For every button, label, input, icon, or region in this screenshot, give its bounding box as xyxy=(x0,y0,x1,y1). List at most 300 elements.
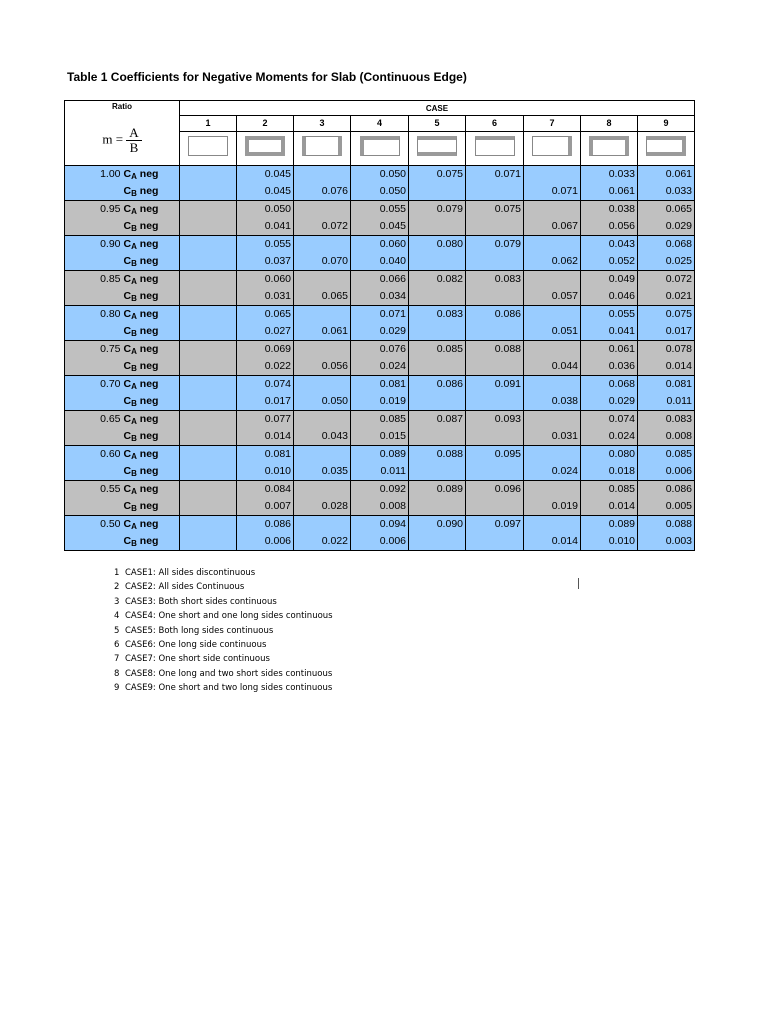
case-diagram-4 xyxy=(351,132,409,166)
table-row xyxy=(65,201,695,219)
coef-cell xyxy=(180,166,237,184)
coef-cell xyxy=(466,533,524,551)
coef-cell xyxy=(180,516,237,534)
coef-symbol: C xyxy=(123,325,132,337)
ratio-value: 0.75 xyxy=(65,341,122,359)
coef-subscript: A xyxy=(131,242,137,251)
coef-cell xyxy=(180,498,237,516)
legend-item xyxy=(114,681,333,695)
coef-cell xyxy=(294,481,351,499)
coef-cell: 0.024 xyxy=(524,463,581,481)
ratio-formula xyxy=(65,116,180,166)
coef-cell: 0.052 xyxy=(581,253,638,271)
coef-subscript: B xyxy=(131,469,137,478)
coef-cell: 0.055 xyxy=(351,201,409,219)
coef-cell: 0.094 xyxy=(351,516,409,534)
coef-cell xyxy=(180,358,237,376)
ca-label xyxy=(122,446,180,464)
coef-suffix: neg xyxy=(136,308,159,320)
coef-cell: 0.080 xyxy=(581,446,638,464)
case-legend xyxy=(114,566,333,696)
legend-text: CASE2: All sides Continuous xyxy=(125,582,245,593)
coef-cell xyxy=(524,236,581,254)
coef-symbol: C xyxy=(123,518,132,530)
cb-label xyxy=(122,393,180,411)
coef-cell: 0.086 xyxy=(466,306,524,324)
ca-label xyxy=(122,481,180,499)
coef-cell xyxy=(180,446,237,464)
coef-symbol: C xyxy=(123,273,132,285)
coef-cell: 0.010 xyxy=(237,463,294,481)
coef-cell: 0.088 xyxy=(409,446,466,464)
coef-symbol: C xyxy=(123,413,132,425)
coef-cell: 0.078 xyxy=(638,341,695,359)
coef-cell: 0.024 xyxy=(581,428,638,446)
coef-subscript: A xyxy=(131,382,137,391)
coef-cell xyxy=(524,166,581,184)
legend-text: CASE4: One short and one long sides continuous xyxy=(125,611,333,622)
coef-cell xyxy=(524,481,581,499)
coef-cell xyxy=(524,446,581,464)
coef-cell: 0.055 xyxy=(237,236,294,254)
legend-text: CASE5: Both long sides continuous xyxy=(125,625,274,636)
cb-label xyxy=(122,463,180,481)
legend-text: CASE6: One long side continuous xyxy=(125,640,267,651)
coef-symbol: C xyxy=(123,220,132,232)
coef-cell: 0.038 xyxy=(524,393,581,411)
coef-suffix: neg xyxy=(136,430,159,442)
legend-number: 9 xyxy=(114,683,120,694)
coef-cell: 0.050 xyxy=(294,393,351,411)
coef-symbol: C xyxy=(123,500,132,512)
coef-cell: 0.036 xyxy=(581,358,638,376)
ratio-value xyxy=(65,428,122,446)
coef-cell xyxy=(180,376,237,394)
coef-cell: 0.086 xyxy=(638,481,695,499)
coef-cell: 0.041 xyxy=(237,218,294,236)
case-number-9: 9 xyxy=(638,116,695,132)
coef-cell: 0.043 xyxy=(294,428,351,446)
ca-label xyxy=(122,341,180,359)
legend-text: CASE7: One short side continuous xyxy=(125,654,270,665)
slab-diagram-icon xyxy=(188,136,228,156)
coef-cell xyxy=(409,428,466,446)
coef-cell xyxy=(524,411,581,429)
coef-cell: 0.056 xyxy=(581,218,638,236)
coef-cell: 0.090 xyxy=(409,516,466,534)
coef-cell: 0.060 xyxy=(237,271,294,289)
coef-cell: 0.075 xyxy=(638,306,695,324)
ratio-value xyxy=(65,288,122,306)
coef-cell: 0.065 xyxy=(638,201,695,219)
coef-cell: 0.017 xyxy=(638,323,695,341)
coef-subscript: B xyxy=(131,539,137,548)
table-row xyxy=(65,271,695,289)
coef-cell xyxy=(294,201,351,219)
coef-cell: 0.097 xyxy=(466,516,524,534)
coef-cell xyxy=(524,516,581,534)
coef-cell: 0.065 xyxy=(294,288,351,306)
coef-cell: 0.007 xyxy=(237,498,294,516)
coef-cell: 0.065 xyxy=(237,306,294,324)
ratio-value xyxy=(65,393,122,411)
coef-suffix: neg xyxy=(136,448,159,460)
coef-cell: 0.089 xyxy=(351,446,409,464)
coef-cell: 0.003 xyxy=(638,533,695,551)
coef-subscript: B xyxy=(131,399,137,408)
coef-cell: 0.045 xyxy=(237,166,294,184)
cb-label xyxy=(122,288,180,306)
coef-cell: 0.015 xyxy=(351,428,409,446)
coef-subscript: B xyxy=(131,259,137,268)
slab-diagram-icon xyxy=(589,136,629,156)
coef-cell xyxy=(409,288,466,306)
coef-cell xyxy=(466,498,524,516)
coef-suffix: neg xyxy=(136,465,159,477)
coef-cell: 0.085 xyxy=(351,411,409,429)
slab-diagram-icon xyxy=(646,136,686,156)
coef-cell: 0.006 xyxy=(638,463,695,481)
case-diagram-3 xyxy=(294,132,351,166)
table-row xyxy=(65,288,695,306)
ratio-value: 0.55 xyxy=(65,481,122,499)
table-row xyxy=(65,323,695,341)
coef-cell xyxy=(294,446,351,464)
case-number-4: 4 xyxy=(351,116,409,132)
ca-label xyxy=(122,236,180,254)
ratio-value: 0.70 xyxy=(65,376,122,394)
slab-diagram-icon xyxy=(245,136,285,156)
legend-item xyxy=(114,667,333,681)
coef-cell xyxy=(524,201,581,219)
coef-cell xyxy=(180,306,237,324)
cb-label xyxy=(122,358,180,376)
case-diagram-7 xyxy=(524,132,581,166)
coef-cell xyxy=(524,306,581,324)
case-diagram-5 xyxy=(409,132,466,166)
coef-cell xyxy=(180,533,237,551)
coef-symbol: C xyxy=(123,430,132,442)
coef-cell: 0.081 xyxy=(237,446,294,464)
cb-label xyxy=(122,253,180,271)
coef-cell xyxy=(180,288,237,306)
coef-cell: 0.071 xyxy=(351,306,409,324)
coef-cell: 0.049 xyxy=(581,271,638,289)
table-row xyxy=(65,446,695,464)
coef-subscript: A xyxy=(131,522,137,531)
ratio-value xyxy=(65,358,122,376)
coef-cell: 0.006 xyxy=(351,533,409,551)
coef-suffix: neg xyxy=(136,238,159,250)
formula-lhs: m = xyxy=(102,131,124,147)
slab-diagram-icon xyxy=(302,136,342,156)
coef-cell: 0.091 xyxy=(466,376,524,394)
coef-cell xyxy=(524,376,581,394)
coef-cell: 0.086 xyxy=(237,516,294,534)
coef-cell: 0.070 xyxy=(294,253,351,271)
coef-cell: 0.083 xyxy=(409,306,466,324)
legend-text: CASE3: Both short sides continuous xyxy=(125,596,277,607)
coef-cell: 0.006 xyxy=(237,533,294,551)
ratio-value xyxy=(65,463,122,481)
legend-number: 7 xyxy=(114,654,120,665)
coef-cell: 0.089 xyxy=(409,481,466,499)
coef-cell: 0.080 xyxy=(409,236,466,254)
coef-cell: 0.093 xyxy=(466,411,524,429)
coef-cell: 0.074 xyxy=(581,411,638,429)
coef-cell xyxy=(180,271,237,289)
coef-cell: 0.031 xyxy=(237,288,294,306)
coef-cell xyxy=(180,253,237,271)
table-row xyxy=(65,166,695,184)
legend-number: 1 xyxy=(114,568,120,578)
coef-subscript: B xyxy=(131,294,137,303)
coef-suffix: neg xyxy=(136,220,159,232)
coef-cell: 0.076 xyxy=(294,183,351,201)
coef-symbol: C xyxy=(123,185,132,197)
coef-suffix: neg xyxy=(136,273,159,285)
coef-subscript: A xyxy=(131,277,137,286)
case-number-3: 3 xyxy=(294,116,351,132)
coef-cell xyxy=(409,393,466,411)
coef-cell: 0.057 xyxy=(524,288,581,306)
ratio-value xyxy=(65,498,122,516)
coef-cell xyxy=(409,253,466,271)
cb-label xyxy=(122,323,180,341)
coef-symbol: C xyxy=(123,483,132,495)
coef-cell: 0.029 xyxy=(638,218,695,236)
coef-cell: 0.005 xyxy=(638,498,695,516)
coef-cell: 0.041 xyxy=(581,323,638,341)
cb-label xyxy=(122,428,180,446)
cb-label xyxy=(122,183,180,201)
table-row xyxy=(65,253,695,271)
coef-suffix: neg xyxy=(136,483,159,495)
coef-subscript: A xyxy=(131,487,137,496)
coef-cell: 0.046 xyxy=(581,288,638,306)
ratio-value xyxy=(65,183,122,201)
case-number-1: 1 xyxy=(180,116,237,132)
table-row xyxy=(65,428,695,446)
legend-number: 4 xyxy=(114,611,120,622)
coef-cell: 0.083 xyxy=(638,411,695,429)
coef-cell: 0.024 xyxy=(351,358,409,376)
coef-cell: 0.079 xyxy=(466,236,524,254)
table-row xyxy=(65,341,695,359)
coef-cell: 0.014 xyxy=(581,498,638,516)
case-header: CASE xyxy=(180,101,695,116)
coef-cell xyxy=(409,358,466,376)
ca-label xyxy=(122,201,180,219)
legend-number: 2 xyxy=(114,582,120,593)
coef-cell: 0.018 xyxy=(581,463,638,481)
coef-suffix: neg xyxy=(136,325,159,337)
coef-cell: 0.045 xyxy=(351,218,409,236)
coef-cell: 0.085 xyxy=(409,341,466,359)
header-row-numbers xyxy=(65,116,695,132)
table-row xyxy=(65,236,695,254)
coef-subscript: A xyxy=(131,312,137,321)
coef-suffix: neg xyxy=(136,255,159,267)
legend-text: CASE1: All sides discontinuous xyxy=(125,568,256,578)
coef-subscript: B xyxy=(131,189,137,198)
ratio-value: 0.85 xyxy=(65,271,122,289)
coefficients-table xyxy=(64,100,695,551)
slab-diagram-icon xyxy=(532,136,572,156)
coef-cell: 0.087 xyxy=(409,411,466,429)
coef-cell: 0.071 xyxy=(524,183,581,201)
legend-item xyxy=(114,566,333,580)
coef-cell: 0.062 xyxy=(524,253,581,271)
case-diagram-8 xyxy=(581,132,638,166)
coef-subscript: B xyxy=(131,434,137,443)
legend-number: 8 xyxy=(114,668,120,679)
coef-cell: 0.008 xyxy=(638,428,695,446)
table-row xyxy=(65,411,695,429)
coef-cell: 0.011 xyxy=(638,393,695,411)
legend-item xyxy=(114,624,333,638)
coef-cell xyxy=(294,411,351,429)
cb-label xyxy=(122,498,180,516)
coef-cell: 0.027 xyxy=(237,323,294,341)
ratio-value xyxy=(65,218,122,236)
coef-cell xyxy=(409,533,466,551)
coef-suffix: neg xyxy=(136,185,159,197)
coef-symbol: C xyxy=(123,203,132,215)
case-number-6: 6 xyxy=(466,116,524,132)
ca-label xyxy=(122,306,180,324)
legend-item xyxy=(114,580,333,594)
coef-cell: 0.033 xyxy=(581,166,638,184)
coef-symbol: C xyxy=(123,360,132,372)
coef-cell: 0.071 xyxy=(466,166,524,184)
legend-item xyxy=(114,652,333,666)
coef-cell: 0.081 xyxy=(351,376,409,394)
ratio-value xyxy=(65,323,122,341)
coef-cell xyxy=(409,463,466,481)
coef-cell: 0.055 xyxy=(581,306,638,324)
coef-cell: 0.095 xyxy=(466,446,524,464)
coef-cell xyxy=(524,341,581,359)
coef-cell: 0.085 xyxy=(638,446,695,464)
case-number-8: 8 xyxy=(581,116,638,132)
coef-cell: 0.050 xyxy=(237,201,294,219)
coef-cell: 0.096 xyxy=(466,481,524,499)
coef-cell xyxy=(180,341,237,359)
stray-mark xyxy=(578,578,579,589)
coef-cell: 0.037 xyxy=(237,253,294,271)
coef-cell xyxy=(180,183,237,201)
formula-denominator: B xyxy=(129,139,139,155)
cb-label xyxy=(122,533,180,551)
slab-diagram-icon xyxy=(417,136,457,156)
ca-label xyxy=(122,411,180,429)
coef-symbol: C xyxy=(123,395,132,407)
coef-cell: 0.072 xyxy=(294,218,351,236)
legend-item xyxy=(114,638,333,652)
legend-text: CASE9: One short and two long sides continuous xyxy=(125,683,333,694)
coef-cell: 0.066 xyxy=(351,271,409,289)
coef-cell xyxy=(466,323,524,341)
coef-cell: 0.029 xyxy=(581,393,638,411)
ratio-value: 1.00 xyxy=(65,166,122,184)
coef-cell: 0.040 xyxy=(351,253,409,271)
coef-cell: 0.008 xyxy=(351,498,409,516)
coef-suffix: neg xyxy=(136,413,159,425)
coef-cell xyxy=(294,516,351,534)
coef-cell: 0.022 xyxy=(237,358,294,376)
coef-subscript: B xyxy=(131,224,137,233)
coef-subscript: A xyxy=(131,347,137,356)
coef-cell: 0.045 xyxy=(237,183,294,201)
coef-cell: 0.014 xyxy=(524,533,581,551)
coef-cell: 0.029 xyxy=(351,323,409,341)
case-number-2: 2 xyxy=(237,116,294,132)
coef-cell xyxy=(466,183,524,201)
case-diagram-2 xyxy=(237,132,294,166)
coef-cell xyxy=(180,411,237,429)
coef-cell: 0.089 xyxy=(581,516,638,534)
legend-text: CASE8: One long and two short sides continuous xyxy=(125,668,333,679)
coef-cell xyxy=(466,393,524,411)
cb-label xyxy=(122,218,180,236)
coef-cell xyxy=(466,358,524,376)
coef-cell: 0.044 xyxy=(524,358,581,376)
table-row xyxy=(65,393,695,411)
coef-cell: 0.075 xyxy=(409,166,466,184)
coef-cell: 0.060 xyxy=(351,236,409,254)
coef-cell: 0.088 xyxy=(466,341,524,359)
coef-cell xyxy=(466,253,524,271)
coef-subscript: A xyxy=(131,207,137,216)
coef-cell: 0.069 xyxy=(237,341,294,359)
coef-suffix: neg xyxy=(136,378,159,390)
coef-cell xyxy=(180,481,237,499)
coef-cell: 0.050 xyxy=(351,183,409,201)
coef-cell: 0.061 xyxy=(581,341,638,359)
coef-suffix: neg xyxy=(136,290,159,302)
coef-cell: 0.031 xyxy=(524,428,581,446)
coef-cell: 0.021 xyxy=(638,288,695,306)
coef-cell xyxy=(180,463,237,481)
coef-cell xyxy=(409,218,466,236)
coef-cell: 0.010 xyxy=(581,533,638,551)
coef-cell: 0.086 xyxy=(409,376,466,394)
coef-cell: 0.092 xyxy=(351,481,409,499)
coef-cell xyxy=(180,201,237,219)
coef-cell: 0.068 xyxy=(638,236,695,254)
coef-suffix: neg xyxy=(136,518,159,530)
coef-cell xyxy=(294,306,351,324)
table-row xyxy=(65,218,695,236)
coef-cell: 0.014 xyxy=(237,428,294,446)
legend-number: 3 xyxy=(114,596,120,607)
coef-cell xyxy=(466,463,524,481)
coef-cell: 0.074 xyxy=(237,376,294,394)
coef-cell: 0.017 xyxy=(237,393,294,411)
header-row-labels xyxy=(65,101,695,116)
coef-cell: 0.043 xyxy=(581,236,638,254)
coef-cell: 0.034 xyxy=(351,288,409,306)
coef-cell: 0.067 xyxy=(524,218,581,236)
coef-suffix: neg xyxy=(136,168,159,180)
coef-cell: 0.014 xyxy=(638,358,695,376)
coef-cell xyxy=(466,428,524,446)
coef-cell: 0.061 xyxy=(581,183,638,201)
coef-symbol: C xyxy=(123,308,132,320)
coef-cell: 0.061 xyxy=(638,166,695,184)
coef-subscript: B xyxy=(131,329,137,338)
